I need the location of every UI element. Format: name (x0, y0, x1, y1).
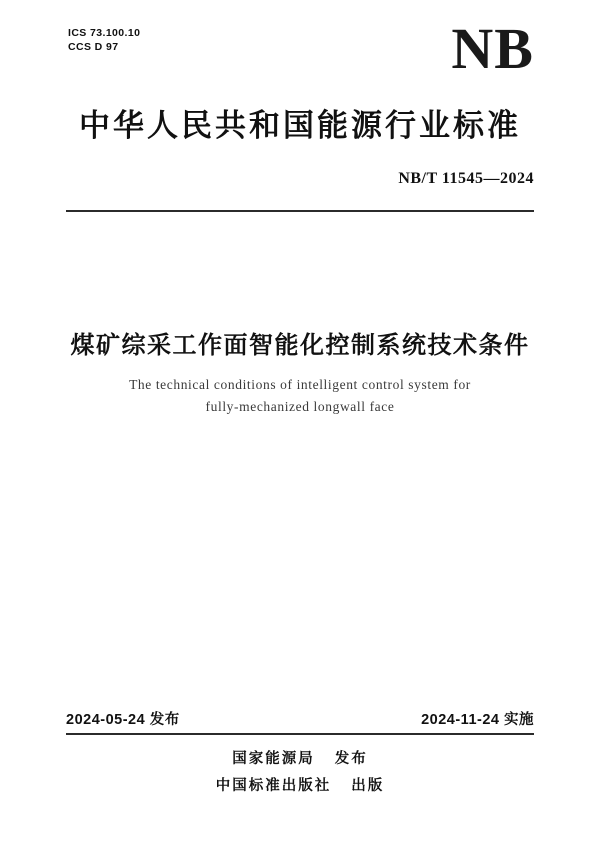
footer-divider (66, 733, 534, 735)
publisher-action: 出版 (351, 778, 385, 794)
implementation-date: 2024-11-24 实施 (421, 712, 534, 728)
document-title-english-line1: The technical conditions of intelligent control system for (129, 377, 471, 392)
header-divider (66, 210, 534, 212)
issuer-name: 国家能源局 (232, 751, 315, 767)
date-row (66, 708, 534, 729)
ics-code: ICS 73.100.10 (68, 27, 141, 39)
issuer-line (0, 746, 600, 773)
publisher-line (0, 773, 600, 800)
nb-logo: NB (451, 16, 534, 81)
document-title-english (0, 374, 600, 418)
publisher-block (0, 746, 600, 800)
publisher-name: 中国标准出版社 (215, 778, 332, 794)
standard-series-title: 中华人民共和国能源行业标准 (79, 108, 521, 143)
issuer-action: 发布 (334, 751, 368, 767)
issue-date: 2024-05-24 发布 (66, 712, 180, 728)
standard-number: NB/T 11545—2024 (398, 170, 534, 187)
document-title-english-line2: fully-mechanized longwall face (205, 399, 395, 414)
ccs-code: CCS D 97 (68, 41, 119, 53)
classification-codes (68, 26, 140, 54)
document-title-chinese: 煤矿综采工作面智能化控制系统技术条件 (70, 332, 530, 359)
